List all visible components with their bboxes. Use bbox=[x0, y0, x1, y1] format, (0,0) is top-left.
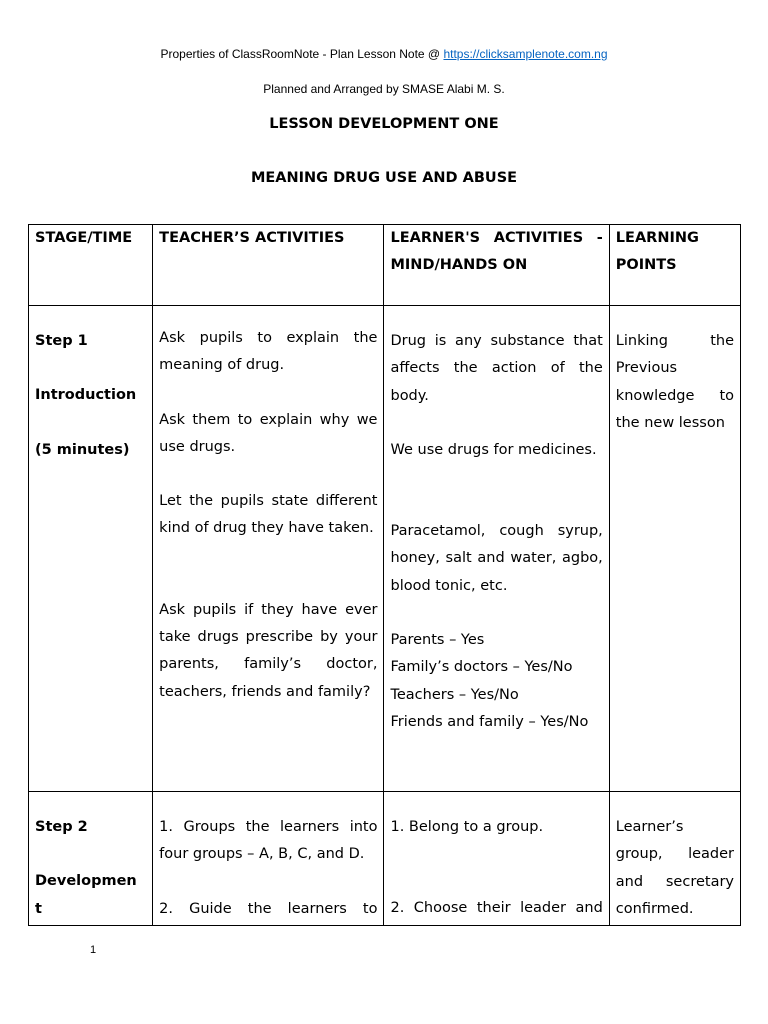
table-header-row bbox=[29, 225, 741, 306]
planned-by-line: Planned and Arranged by SMASE Alabi M. S. bbox=[263, 82, 505, 96]
header-teacher-activities: TEACHER’S ACTIVITIES bbox=[153, 225, 384, 306]
teacher-activity: 2. Guide the learners to bbox=[159, 900, 378, 917]
learning-point: Linking the Previous knowledge to the new lesson bbox=[615, 333, 734, 431]
stage-name-continued: t bbox=[35, 900, 42, 917]
teacher-activities-cell bbox=[153, 306, 384, 792]
page-title: LESSON DEVELOPMENT ONE bbox=[269, 116, 499, 132]
learner-activity: We use drugs for medicines. bbox=[390, 441, 597, 458]
learner-activity: Parents – Yes bbox=[390, 632, 485, 649]
stage-time: (5 minutes) bbox=[35, 441, 130, 458]
learner-activity: Friends and family – Yes/No bbox=[390, 713, 589, 730]
teacher-activity: Ask pupils to explain the meaning of drug. bbox=[159, 330, 378, 374]
table-row bbox=[29, 792, 741, 926]
learner-activity: Drug is any substance that affects the action of the body. bbox=[390, 333, 603, 404]
header-learner-activities: LEARNER'S ACTIVITIES - MIND/HANDS ON bbox=[384, 225, 609, 306]
header-stage-time: STAGE/TIME bbox=[29, 225, 153, 306]
teacher-activity: 1. Groups the learners into four groups – A, B, C, and D. bbox=[159, 819, 378, 863]
learner-activities-cell bbox=[384, 306, 609, 792]
step-label: Step 1 bbox=[35, 333, 88, 349]
stage-name: Developmen bbox=[35, 873, 137, 890]
step-label: Step 2 bbox=[35, 819, 88, 835]
source-link[interactable]: https://clicksamplenote.com.ng bbox=[443, 47, 608, 61]
learner-activity: Teachers – Yes/No bbox=[390, 686, 519, 703]
page-number: 1 bbox=[90, 944, 97, 956]
learner-activities-cell bbox=[384, 792, 609, 926]
teacher-activity: Ask them to explain why we use drugs. bbox=[159, 411, 378, 455]
header-learning-points: LEARNING POINTS bbox=[609, 225, 740, 306]
learning-points-cell bbox=[609, 792, 740, 926]
learner-activity: 2. Choose their leader and bbox=[390, 900, 603, 917]
learning-points-cell bbox=[609, 306, 740, 792]
teacher-activities-cell bbox=[153, 792, 384, 926]
document-header-properties bbox=[0, 47, 768, 61]
teacher-activity: Ask pupils if they have ever take drugs prescribe by your parents, family’s doctor, teachers, friends and family? bbox=[159, 601, 378, 700]
learner-activity: Family’s doctors – Yes/No bbox=[390, 659, 573, 676]
learner-activity: Paracetamol, cough syrup, honey, salt and water, agbo, blood tonic, etc. bbox=[390, 523, 603, 594]
stage-name: Introduction bbox=[35, 387, 137, 404]
learner-activity: 1. Belong to a group. bbox=[390, 819, 544, 835]
lesson-table bbox=[28, 224, 741, 926]
learning-point: Learner’s group, leader and secretary confirmed. bbox=[615, 819, 734, 917]
teacher-activity: Let the pupils state different kind of drug they have taken. bbox=[159, 493, 378, 537]
table-row bbox=[29, 306, 741, 792]
stage-cell bbox=[29, 306, 153, 792]
stage-cell bbox=[29, 792, 153, 926]
page-subtitle: MEANING DRUG USE AND ABUSE bbox=[250, 170, 518, 186]
properties-text: Properties of ClassRoomNote - Plan Lesson Note @ bbox=[160, 47, 444, 61]
